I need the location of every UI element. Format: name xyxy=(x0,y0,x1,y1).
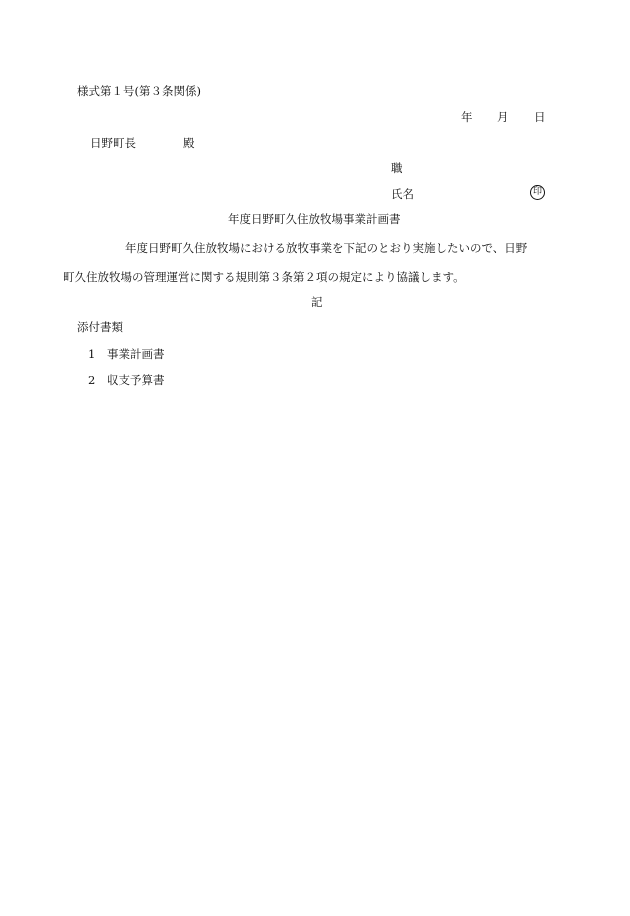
seal-icon: 印 xyxy=(530,185,545,200)
attachment-label: 収支予算書 xyxy=(107,373,165,387)
attachment-number: 1 xyxy=(88,347,96,361)
body-text-line-2: 町久住放牧場の管理運営に関する規則第３条第２項の規定により協議します。 xyxy=(63,270,465,284)
ki-heading: 記 xyxy=(311,295,323,309)
body-text-line-1: 年度日野町久住放牧場における放牧事業を下記のとおり実施したいので、日野 xyxy=(125,241,528,255)
position-label: 職 xyxy=(391,161,403,175)
honorific: 殿 xyxy=(183,136,195,150)
addressee: 日野町長 xyxy=(90,136,136,150)
date-month-label: 月 xyxy=(497,110,509,124)
attachment-number: 2 xyxy=(88,373,96,387)
attachments-heading: 添付書類 xyxy=(77,320,123,334)
attachment-item xyxy=(88,373,165,387)
document-title: 年度日野町久住放牧場事業計画書 xyxy=(228,212,401,226)
attachment-label: 事業計画書 xyxy=(107,347,165,361)
form-label: 様式第１号(第３条関係) xyxy=(77,84,201,98)
date-year-label: 年 xyxy=(461,110,473,124)
date-day-label: 日 xyxy=(534,110,546,124)
attachment-item xyxy=(88,347,165,361)
name-label: 氏名 xyxy=(391,187,414,201)
